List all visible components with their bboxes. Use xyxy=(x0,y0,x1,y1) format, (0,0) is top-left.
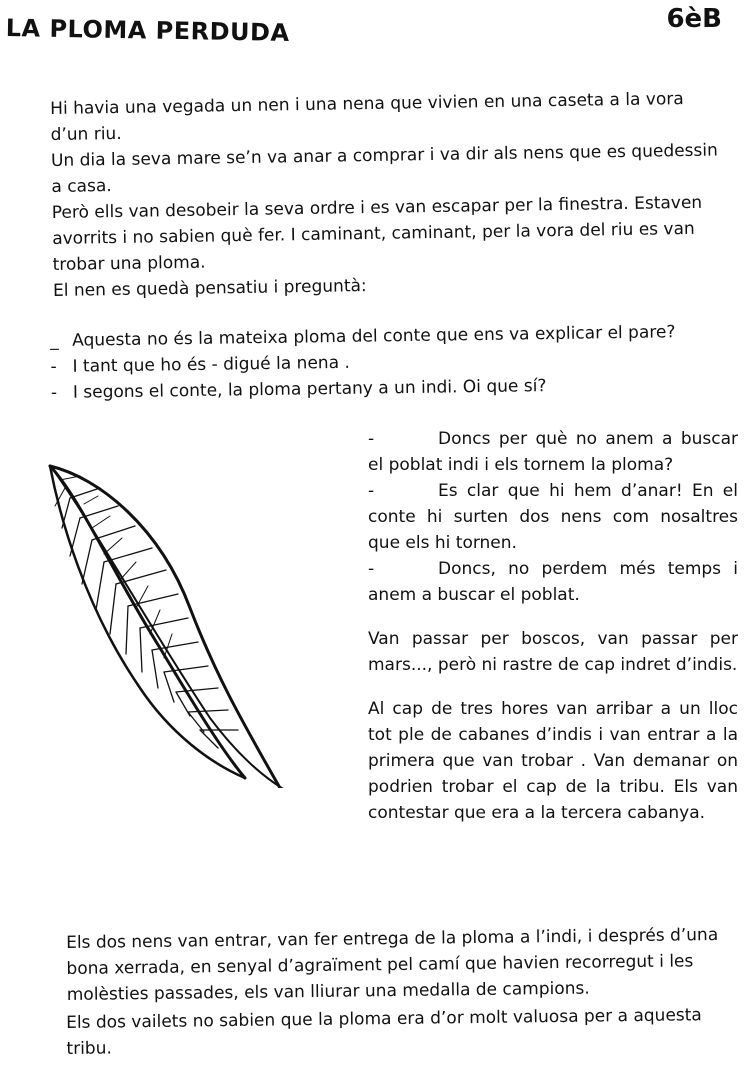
intro-paragraph-2: Un dia la seva mare se’n va anar a comprar i va dir als nens que es quedessin a casa. xyxy=(50,140,718,197)
dialog-dash: - xyxy=(50,356,57,377)
right-dialog xyxy=(368,426,738,608)
dialog-section xyxy=(50,319,711,406)
dialog-line xyxy=(368,426,738,478)
dialog-line xyxy=(368,478,738,556)
dialog-text: Aquesta no és la mateixa ploma del conte que ens va explicar el pare? xyxy=(72,322,676,351)
intro-paragraph-1: Hi havia una vegada un nen i una nena que vivien en una caseta a la vora d’un riu. xyxy=(50,89,684,145)
arrival-paragraph: Al cap de tres hores van arribar a un lloc tot ple de cabanes d’indis i van entrar a la primera que van trobar . Van demanar on podrien trobar el cap de la tribu. Els van contestar que era a la tercera cabanya. xyxy=(368,699,738,823)
dialog-text: Doncs, no perdem més temps i anem a buscar el poblat. xyxy=(368,559,738,605)
travel-paragraph: Van passar per boscos, van passar per mars..., però ni rastre de cap indret d’indis. xyxy=(368,629,738,675)
intro-paragraph-4: El nen es quedà pensatiu i preguntà: xyxy=(52,276,367,301)
ending-paragraph-2: Els dos vailets no sabien que la ploma era d’or molt valuosa per a aquesta tribu. xyxy=(66,1005,702,1059)
dialog-text: I segons el conte, la ploma pertany a un indi. Oi que sí? xyxy=(72,376,547,403)
dialog-dash: - xyxy=(368,481,375,501)
dialog-text: Es clar que hi hem d’anar! En el conte hi surten dos nens com nosaltres que els hi tornen. xyxy=(368,481,738,553)
dialog-text: I tant que ho és - digué la nena . xyxy=(72,352,350,377)
page-title: LA PLOMA PERDUDA xyxy=(5,14,290,47)
ending-paragraph-1: Els dos nens van entrar, van fer entrega de la ploma a l’indi, i després d’una bona xerrada, en senyal d’agraïment pel camí que havien recorregut i les molèsties passades, els van lliurar una medalla de campions. xyxy=(66,925,719,1005)
class-label: 6èB xyxy=(666,4,722,34)
dialog-dash: _ xyxy=(50,330,59,351)
dialog-dash: - xyxy=(368,429,375,449)
dialog-line xyxy=(368,556,738,608)
dialog-text: Doncs per què no anem a buscar el poblat indi i els tornem la ploma? xyxy=(368,429,738,475)
right-column xyxy=(368,426,738,844)
dialog-dash: - xyxy=(368,559,375,579)
intro-paragraph-3: Però ells van desobeir la seva ordre i es van escapar per la finestra. Estaven avorrits i no sabien què fer. I caminant, caminant, per la vora del riu es van trobar una ploma. xyxy=(51,192,703,275)
feather-drawing-icon xyxy=(40,458,320,788)
intro-section xyxy=(50,85,723,303)
dialog-dash: - xyxy=(50,382,58,403)
